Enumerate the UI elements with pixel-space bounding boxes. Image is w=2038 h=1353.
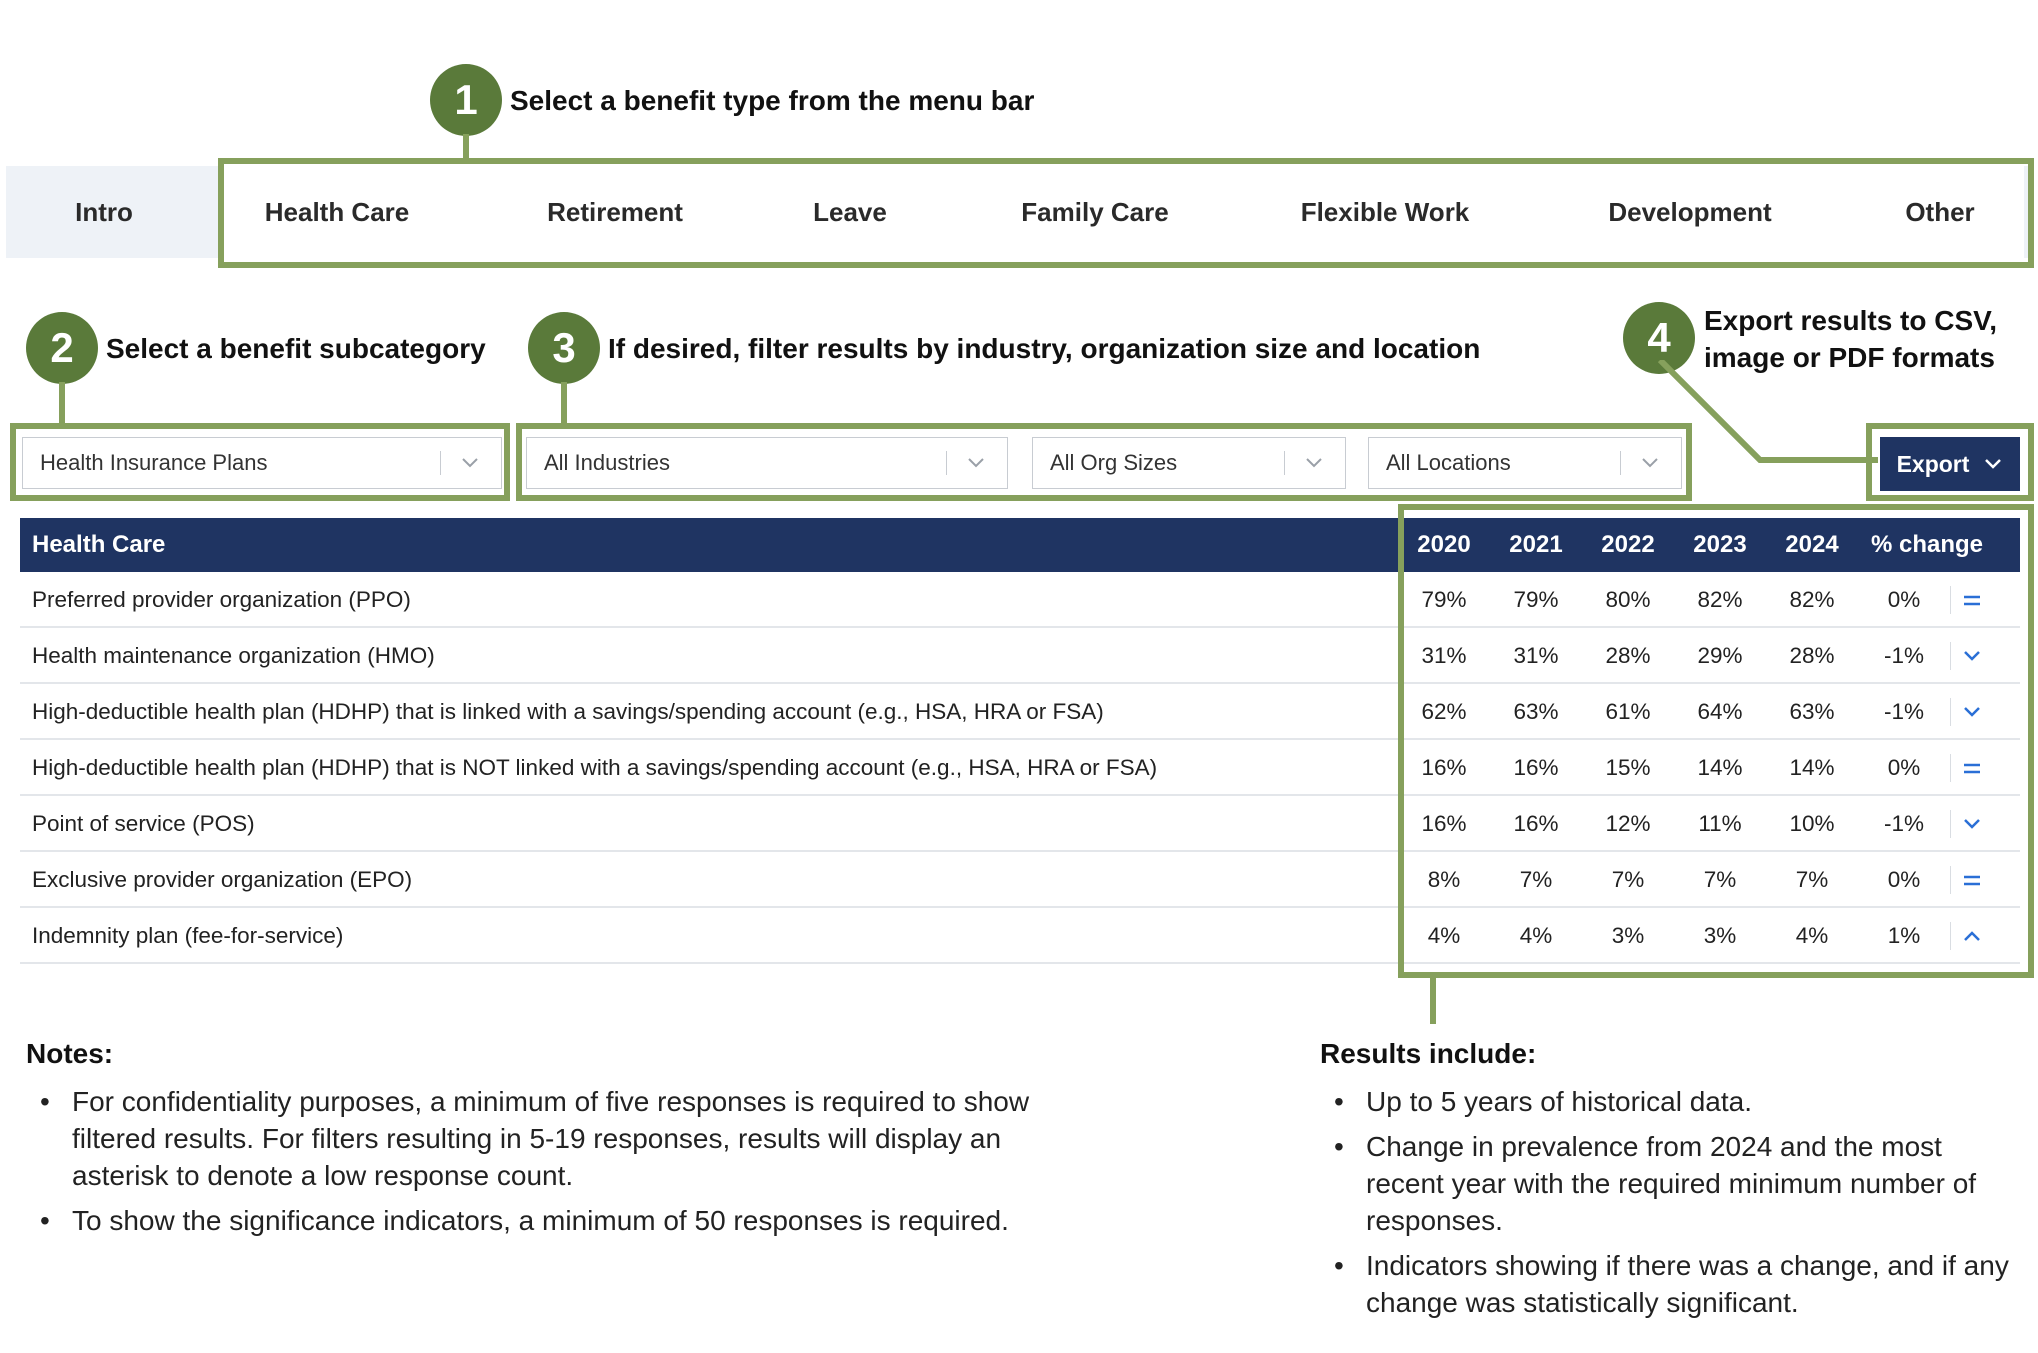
row-label: Preferred provider organization (PPO) (32, 587, 411, 612)
value-cell-2022: 61% (1605, 699, 1651, 724)
chevron-down-icon (965, 452, 987, 474)
change-cell: 0% (1887, 867, 1921, 892)
tab-development[interactable]: Development (1608, 196, 1772, 227)
value-cell-2024: 82% (1789, 587, 1835, 612)
value-cell-2021: 63% (1513, 699, 1559, 724)
row-label: Point of service (POS) (32, 811, 255, 836)
tab-health-care[interactable]: Health Care (264, 196, 410, 227)
value-cell-2022: 28% (1605, 643, 1651, 668)
value-cell-2023: 3% (1703, 923, 1737, 948)
value-cell-2020: 79% (1421, 587, 1467, 612)
select-separator (440, 451, 441, 475)
change-cell: -1% (1883, 699, 1924, 724)
change-cell: 0% (1887, 587, 1921, 612)
step-4-text-line2: image or PDF formats (1704, 342, 1995, 373)
value-cell-2020: 4% (1427, 923, 1461, 948)
list-item: • Indicators showing if there was a change, and if any change was statistically significant. (1320, 1247, 2010, 1321)
location-select[interactable] (1368, 437, 1682, 489)
step-3-text: If desired, filter results by industry, organization size and location (608, 333, 1481, 364)
list-item: • Up to 5 years of historical data. (1320, 1083, 2010, 1120)
step-3-connector (561, 382, 567, 426)
tab-retirement[interactable]: Retirement (547, 196, 683, 227)
value-cell-2022: 15% (1605, 755, 1651, 780)
row-label: High-deductible health plan (HDHP) that is linked with a savings/spending account (e.g., HSA, HRA or FSA) (32, 699, 1104, 724)
step-2-connector (59, 382, 65, 426)
notes-list (26, 1083, 1066, 1247)
value-cell-2024: 14% (1789, 755, 1835, 780)
results-connector (1430, 978, 1436, 1024)
value-cell-2024: 7% (1795, 867, 1829, 892)
value-cell-2021: 16% (1513, 755, 1559, 780)
select-separator (1620, 451, 1621, 475)
chevron-down-icon (1303, 452, 1325, 474)
subcategory-select[interactable] (22, 437, 502, 489)
org-size-select[interactable] (1032, 437, 1346, 489)
change-cell: -1% (1883, 811, 1924, 836)
value-cell-2023: 64% (1697, 699, 1743, 724)
tab-other[interactable]: Other (1905, 196, 1975, 227)
value-cell-2024: 4% (1795, 923, 1829, 948)
row-label: Exclusive provider organization (EPO) (32, 867, 413, 892)
value-cell-2022: 12% (1605, 811, 1651, 836)
step-4-badge: 4 (1623, 302, 1695, 374)
chevron-down-icon (1639, 452, 1661, 474)
select-separator (1284, 451, 1285, 475)
value-cell-2023: 7% (1703, 867, 1737, 892)
select-separator (946, 451, 947, 475)
value-cell-2021: 16% (1513, 811, 1559, 836)
step-3-badge: 3 (528, 312, 600, 384)
value-cell-2020: 62% (1421, 699, 1467, 724)
results-list (1320, 1083, 2010, 1329)
step-2-text: Select a benefit subcategory (106, 333, 486, 364)
industry-select-value: All Industries (544, 450, 670, 475)
value-cell-2023: 11% (1698, 811, 1742, 836)
value-cell-2023: 14% (1697, 755, 1743, 780)
list-item: • For confidentiality purposes, a minimum of five responses is required to show filtered results. For filters resulting in 5-19 responses, results will display an asterisk to denote a low response count. (26, 1083, 1066, 1194)
list-item: • Change in prevalence from 2024 and the most recent year with the required minimum number of responses. (1320, 1128, 2010, 1239)
org-size-select-value: All Org Sizes (1050, 450, 1178, 475)
value-cell-2024: 28% (1789, 643, 1835, 668)
value-cell-2022: 80% (1605, 587, 1651, 612)
year-header-2020: 2020 (1417, 531, 1471, 558)
notes-title: Notes: (26, 1038, 114, 1069)
change-cell: -1% (1883, 643, 1924, 668)
row-label: Health maintenance organization (HMO) (32, 643, 435, 668)
value-cell-2021: 4% (1519, 923, 1553, 948)
export-button[interactable] (1880, 437, 2020, 491)
value-cell-2022: 3% (1611, 923, 1645, 948)
export-button-label: Export (1896, 450, 1970, 477)
value-cell-2021: 79% (1513, 587, 1559, 612)
table-title: Health Care (32, 531, 166, 558)
step-1-connector (463, 134, 469, 160)
change-cell: 0% (1887, 755, 1921, 780)
value-cell-2021: 31% (1513, 643, 1559, 668)
value-cell-2020: 16% (1421, 755, 1467, 780)
industry-select[interactable] (526, 437, 1008, 489)
year-header-2023: 2023 (1693, 531, 1747, 558)
results-highlight-box (1398, 504, 2034, 978)
value-cell-2022: 7% (1611, 867, 1645, 892)
value-cell-2021: 7% (1519, 867, 1553, 892)
step-2-badge: 2 (26, 312, 98, 384)
row-label: Indemnity plan (fee-for-service) (32, 923, 344, 948)
year-header-2024: 2024 (1785, 531, 1839, 558)
tab-intro[interactable]: Intro (75, 196, 133, 227)
results-title: Results include: (1320, 1038, 1537, 1069)
subcategory-select-value: Health Insurance Plans (40, 450, 268, 475)
list-item: • To show the significance indicators, a minimum of 50 responses is required. (26, 1202, 1066, 1239)
tab-flexible-work[interactable]: Flexible Work (1300, 196, 1470, 227)
value-cell-2024: 63% (1789, 699, 1835, 724)
step-1-badge: 1 (430, 64, 502, 136)
tab-leave[interactable]: Leave (813, 196, 887, 227)
year-header-2022: 2022 (1601, 531, 1655, 558)
change-header: % change (1870, 531, 1984, 558)
chevron-down-icon (1983, 454, 2003, 474)
location-select-value: All Locations (1386, 450, 1511, 475)
step-1-text: Select a benefit type from the menu bar (510, 85, 1035, 116)
row-label: High-deductible health plan (HDHP) that is NOT linked with a savings/spending account (e.g., HSA, HRA or FSA) (32, 755, 1158, 780)
value-cell-2020: 16% (1421, 811, 1467, 836)
step-4-text-line1: Export results to CSV, (1704, 305, 1998, 336)
year-header-2021: 2021 (1509, 531, 1563, 558)
value-cell-2024: 10% (1789, 811, 1835, 836)
tab-family-care[interactable]: Family Care (1021, 196, 1169, 227)
change-cell: 1% (1887, 923, 1921, 948)
value-cell-2023: 29% (1697, 643, 1743, 668)
value-cell-2020: 8% (1427, 867, 1461, 892)
value-cell-2020: 31% (1421, 643, 1467, 668)
chevron-down-icon (459, 452, 481, 474)
value-cell-2023: 82% (1697, 587, 1743, 612)
